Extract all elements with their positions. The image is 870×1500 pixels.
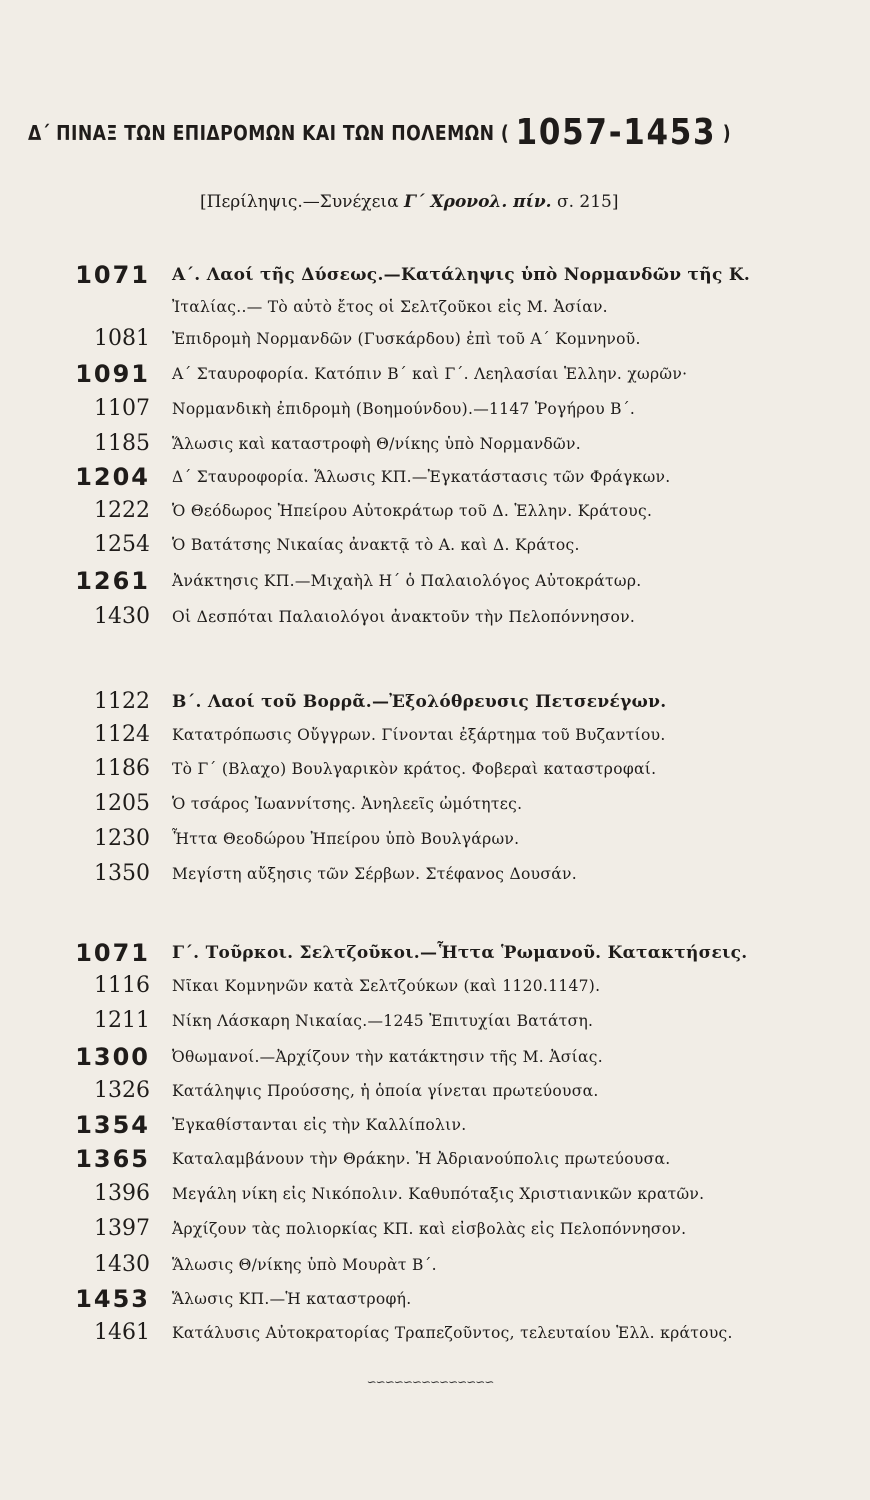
table-row [0,1142,870,1176]
row-year: 1350 [94,861,150,886]
row-year: 1254 [94,532,150,557]
row-year: 1205 [94,791,150,816]
row-text: Ἰταλίας..— Τὸ αὐτὸ ἔτος οἱ Σελτζοῦκοι εἰς Μ. Ἀσίαν. [172,298,608,316]
row-year: 1122 [94,689,150,714]
row-year: 1107 [94,396,150,421]
table-row [0,427,870,461]
table-row [0,752,870,786]
row-year: 1091 [75,360,150,388]
row-year: 1461 [94,1320,150,1345]
row-year: 1204 [75,463,150,491]
row-year: 1081 [94,326,150,351]
row-year: 1396 [94,1181,150,1206]
row-text: Τὸ Γ΄ (Βλαχο) Βουλγαρικὸν κράτος. Φοβεραὶ καταστροφαί. [172,760,657,778]
row-year: 1186 [94,756,150,781]
table-row [0,564,870,598]
row-text: Β΄. Λαοί τοῦ Βορρᾶ.—Ἐξολόθρευσις Πετσενέγων. [172,692,667,712]
table-row [0,322,870,356]
row-text: Ἅλωσις καὶ καταστροφὴ Θ/νίκης ὑπὸ Νορμανδῶν. [172,435,581,453]
table-row [0,718,870,752]
row-text: Κατατρόπωσις Οὔγγρων. Γίνονται ἐξάρτημα τοῦ Βυζαντίου. [172,726,666,744]
table-row [0,1212,870,1246]
table-row [0,685,870,719]
table-row [0,936,870,970]
table-row [0,1004,870,1038]
subtitle-ref: Γ΄ Χρονολ. πίν. [403,192,552,212]
row-text: Ὁ Βατάτσης Νικαίας ἀνακτᾷ τὸ Α. καὶ Δ. Κράτος. [172,536,580,554]
row-text: Κατάλυσις Αὐτοκρατορίας Τραπεζοῦντος, τελευταίου Ἑλλ. κράτους. [172,1324,733,1342]
title-close: ) [722,121,732,145]
row-text: Μεγάλη νίκη εἰς Νικόπολιν. Καθυπόταξις Χριστιανικῶν κρατῶν. [172,1185,705,1203]
row-year: 1453 [75,1285,150,1313]
table-row [0,787,870,821]
table-row [0,969,870,1003]
table-row [0,494,870,528]
table-row [0,1074,870,1108]
subtitle-post: σ. 215] [556,192,619,212]
row-text: Ὁ τσάρος Ἰωαννίτσης. Ἀνηλεεῖς ὠμότητες. [172,795,523,813]
row-text: Ὁ Θεόδωρος Ἠπείρου Αὐτοκράτωρ τοῦ Δ. Ἑλλην. Κράτους. [172,502,653,520]
row-year: 1397 [94,1216,150,1241]
table-row [0,290,870,324]
row-text: Ἐγκαθίστανται εἰς τὴν Καλλίπολιν. [172,1116,467,1134]
table-row [0,600,870,634]
table-row [0,1108,870,1142]
row-text: Α΄ Σταυροφορία. Κατόπιν Β΄ καὶ Γ΄. Λεηλασίαι Ἑλλην. χωρῶν· [172,365,688,383]
row-year: 1222 [94,498,150,523]
table-row [0,258,870,292]
table-row [0,822,870,856]
title-years: 1057-1453 [515,112,717,153]
row-year: 1365 [75,1145,150,1173]
row-text: Μεγίστη αὔξησις τῶν Σέρβων. Στέφανος Δουσάν. [172,865,577,883]
row-year: 1124 [94,722,150,747]
row-year: 1261 [75,567,150,595]
row-year: 1211 [94,1008,150,1033]
row-text: Ἐπιδρομὴ Νορμανδῶν (Γυσκάρδου) ἐπὶ τοῦ Α΄ Κομνηνοῦ. [172,330,641,348]
subtitle-pre: [Περίληψις.—Συνέχεια [200,192,399,212]
row-year: 1430 [94,604,150,629]
title-text: Δ΄ ΠΙΝΑΞ ΤΩΝ ΕΠΙΔΡΟΜΩΝ ΚΑΙ ΤΩΝ ΠΟΛΕΜΩΝ ( [28,121,510,145]
table-row [0,1282,870,1316]
subtitle [200,192,618,212]
table-row [0,857,870,891]
table-row [0,460,870,494]
row-text: Ὀθωμανοί.—Ἀρχίζουν τὴν κατάκτησιν τῆς Μ. Ἀσίας. [172,1048,603,1066]
row-text: Ἅλωσις Θ/νίκης ὑπὸ Μουρὰτ Β΄. [172,1256,437,1274]
row-text: Νίκη Λάσκαρη Νικαίας.—1245 Ἐπιτυχίαι Βατάτση. [172,1012,594,1030]
row-text: Κατάληψις Προύσσης, ἡ ὁποία γίνεται πρωτεύουσα. [172,1082,599,1100]
row-text: Καταλαμβάνουν τὴν Θράκην. Ἡ Ἀδριανούπολις πρωτεύουσα. [172,1150,671,1168]
table-row [0,528,870,562]
row-year: 1300 [75,1043,150,1071]
row-text: Νορμανδικὴ ἐπιδρομὴ (Βοημούνδου).—1147 Ῥογήρου Β΄. [172,400,636,418]
row-text: Ἀνάκτησις ΚΠ.—Μιχαὴλ Η΄ ὁ Παλαιολόγος Αὐτοκράτωρ. [172,572,642,590]
row-year: 1185 [94,431,150,456]
row-text: Δ΄ Σταυροφορία. Ἅλωσις ΚΠ.—Ἐγκατάστασις τῶν Φράγκων. [172,468,671,486]
row-year: 1326 [94,1078,150,1103]
page-title [28,112,742,153]
row-text: Οἱ Δεσπόται Παλαιολόγοι ἀνακτοῦν τὴν Πελοπόννησον. [172,608,636,626]
row-text: Ἅλωσις ΚΠ.—Ἡ καταστροφή. [172,1290,412,1308]
table-row [0,1248,870,1282]
table-row [0,1177,870,1211]
table-row [0,357,870,391]
row-text: Νῖκαι Κομνηνῶν κατὰ Σελτζούκων (καὶ 1120.1147). [172,977,601,995]
row-text: Α΄. Λαοί τῆς Δύσεως.—Κατάληψις ὑπὸ Νορμανδῶν τῆς Κ. [172,265,751,285]
row-year: 1071 [75,939,150,967]
table-row [0,1316,870,1350]
row-text: Γ΄. Τοῦρκοι. Σελτζοῦκοι.—Ἧττα Ῥωμανοῦ. Κατακτήσεις. [172,943,748,963]
row-text: Ἀρχίζουν τὰς πολιορκίας ΚΠ. καὶ εἰσβολὰς εἰς Πελοπόννησον. [172,1220,687,1238]
row-year: 1430 [94,1252,150,1277]
row-year: 1116 [94,973,150,998]
row-text: Ἧττα Θεοδώρου Ἠπείρου ὑπὸ Βουλγάρων. [172,830,520,848]
row-year: 1230 [94,826,150,851]
decorative-rule: ∽∽∽∽∽∽∽∽∽∽∽∽∽∽ [366,1375,494,1389]
row-year: 1071 [75,261,150,289]
row-year: 1354 [75,1111,150,1139]
table-row [0,392,870,426]
table-row [0,1040,870,1074]
